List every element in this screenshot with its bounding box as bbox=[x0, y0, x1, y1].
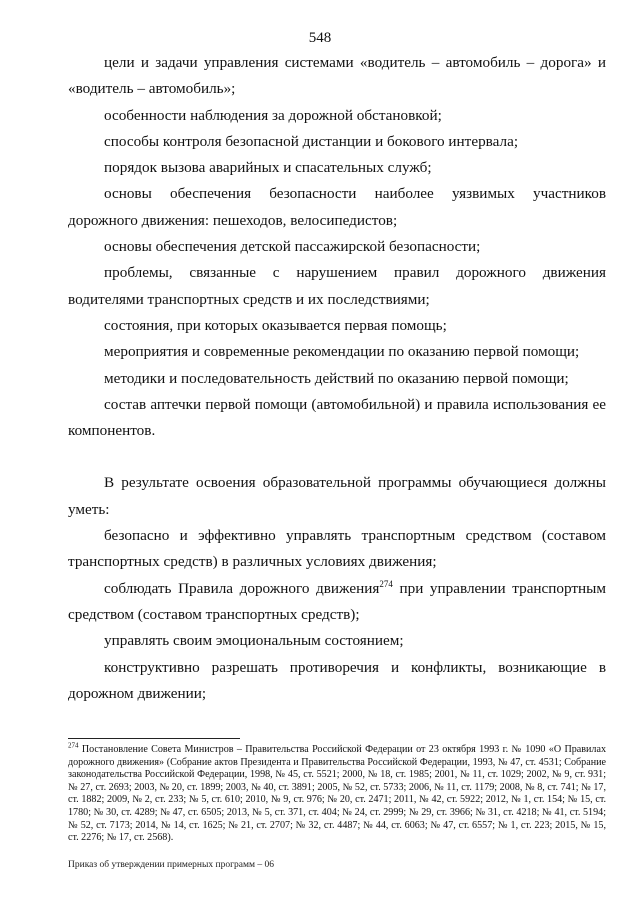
paragraph: управлять своим эмоциональным состоянием; bbox=[104, 632, 404, 650]
footnote-reference[interactable]: 274 bbox=[379, 578, 393, 589]
paragraph-text: при управлении транспортным средством (составом транспортных средств); bbox=[68, 579, 606, 623]
footnote bbox=[68, 741, 606, 845]
paragraph: особенности наблюдения за дорожной обстановкой; bbox=[104, 106, 442, 124]
paragraph: проблемы, связанные с нарушением правил дорожного движения водителями транспортных средств и их последствиями; bbox=[68, 264, 606, 308]
paragraph: способы контроля безопасной дистанции и бокового интервала; bbox=[104, 132, 519, 150]
footnote-text: Постановление Совета Министров – Правительства Российской Федерации от 23 октября 1993 г. № 1090 «О Правилах дорожного движения» (Собрание актов Президента и Правительства Российской Федерации, 1993, № 47, ст. 4531; Собрание законодательства Российской Федерации, 1998, № 45, ст. 5521; 2000, № 18, ст. 1985; 2001, № 11, ст. 1029; 2002, № 9, ст. 931; № 27, ст. 2693; 2003, № 20, ст. 1899; 2003, № 40, ст. 3891; 2005, № 52, ст. 5733; 2006, № 11, ст. 1179; 2008, № 8, ст. 741; № 17, ст. 1882; 2009, № 2, ст. 233; № 5, ст. 610; 2010, № 9, ст. 976; № 20, ст. 2471; 2011, № 42, ст. 5922; 2012, № 1, ст. 154; № 15, ст. 1780; № 30, ст. 4289; № 47, ст. 6505; 2013, № 5, ст. 371, ст. 404; № 24, ст. 2999; № 29, ст. 3966; № 31, ст. 4218; № 41, ст. 5194; № 52, ст. 7173; 2014, № 14, ст. 1625; № 21, ст. 2707; № 32, ст. 4487; № 44, ст. 6063; № 47, ст. 6557; № 1, ст. 223; 2015, № 15, ст. 2276; № 17, ст. 2568). bbox=[68, 744, 606, 844]
paragraph-text: соблюдать Правила дорожного движения bbox=[104, 579, 380, 597]
footnote-divider bbox=[68, 738, 240, 739]
footnote-number: 274 bbox=[68, 741, 79, 750]
paragraph: методики и последовательность действий по оказанию первой помощи; bbox=[104, 369, 569, 387]
paragraph: В результате освоения образовательной программы обучающиеся должны уметь: bbox=[68, 474, 606, 518]
paragraph: безопасно и эффективно управлять транспортным средством (составом транспортных средств) в различных условиях движения; bbox=[68, 527, 606, 571]
paragraph: порядок вызова аварийных и спасательных служб; bbox=[104, 159, 432, 177]
paragraph: конструктивно разрешать противоречия и конфликты, возникающие в дорожном движении; bbox=[68, 658, 606, 702]
main-text bbox=[68, 50, 606, 707]
paragraph-with-footnote bbox=[68, 576, 606, 629]
paragraph: состояния, при которых оказывается первая помощь; bbox=[104, 316, 447, 334]
paragraph: основы обеспечения детской пассажирской безопасности; bbox=[104, 238, 481, 256]
page-footer: Приказ об утверждении примерных программ – 06 bbox=[68, 860, 274, 870]
paragraph: цели и задачи управления системами «водитель – автомобиль – дорога» и «водитель – автомобиль»; bbox=[68, 54, 606, 98]
paragraph: основы обеспечения безопасности наиболее уязвимых участников дорожного движения: пешеходов, велосипедистов; bbox=[68, 185, 606, 229]
page-number: 548 bbox=[308, 30, 332, 46]
paragraph: состав аптечки первой помощи (автомобильной) и правила использования ее компонентов. bbox=[68, 395, 606, 440]
paragraph: мероприятия и современные рекомендации по оказанию первой помощи; bbox=[104, 343, 580, 361]
